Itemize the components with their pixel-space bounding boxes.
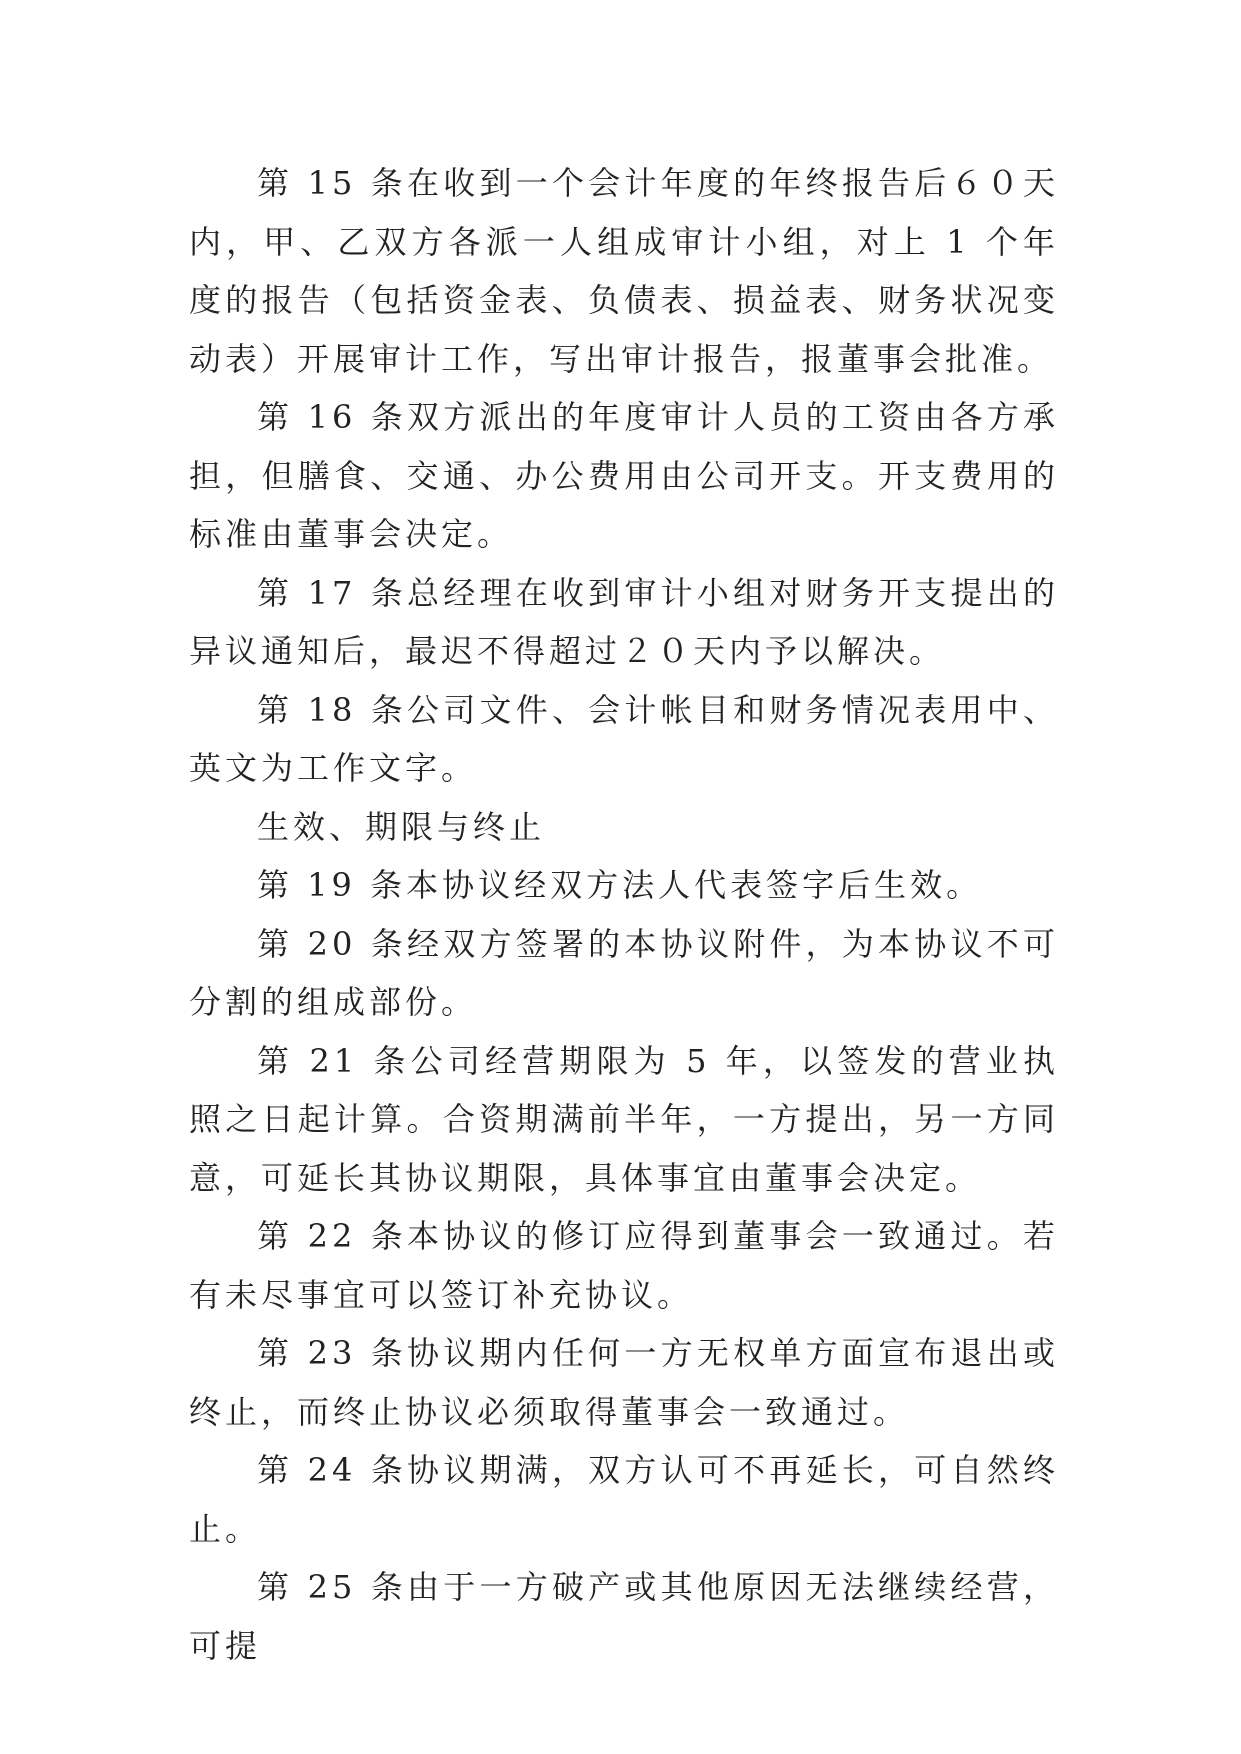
clause-20-paragraph: 第 20 条经双方签署的本协议附件，为本协议不可分割的组成部份。: [189, 924, 1059, 1021]
clause-18-paragraph: 第 18 条公司文件、会计帐目和财务情况表用中、英文为工作文字。: [189, 690, 1059, 787]
clause-16-paragraph: 第 16 条双方派出的年度审计人员的工资由各方承担，但膳食、交通、办公费用由公司开支。开支费用的标准由董事会决定。: [189, 398, 1059, 553]
clause-21-paragraph: 第 21 条公司经营期限为 5 年，以签发的营业执照之日起计算。合资期满前半年，一方提出，另一方同意，可延长其协议期限，具体事宜由董事会决定。: [189, 1041, 1059, 1197]
clause-19-paragraph: 第 19 条本协议经双方法人代表签字后生效。: [257, 866, 983, 904]
document-body: [189, 154, 1059, 1675]
clause-22-paragraph: 第 22 条本协议的修订应得到董事会一致通过。若有未尽事宜可以签订补充协议。: [189, 1217, 1059, 1314]
clause-25-paragraph: 第 25 条由于一方破产或其他原因无法继续经营，可提: [189, 1568, 1059, 1665]
clause-15-paragraph: 第 15 条在收到一个会计年度的年终报告后６０天内，甲、乙双方各派一人组成审计小组，对上 1 个年度的报告（包括资金表、负债表、损益表、财务状况变动表）开展审计工作，写出审计报告，报董事会批准。: [189, 164, 1059, 378]
clause-17-paragraph: 第 17 条总经理在收到审计小组对财务开支提出的异议通知后，最迟不得超过２０天内予以解决。: [189, 573, 1059, 670]
section-heading: 生效、期限与终止: [257, 807, 546, 846]
clause-23-paragraph: 第 23 条协议期内任何一方无权单方面宣布退出或终止，而终止协议必须取得董事会一致通过。: [189, 1334, 1059, 1431]
clause-24-paragraph: 第 24 条协议期满，双方认可不再延长，可自然终止。: [189, 1451, 1059, 1548]
